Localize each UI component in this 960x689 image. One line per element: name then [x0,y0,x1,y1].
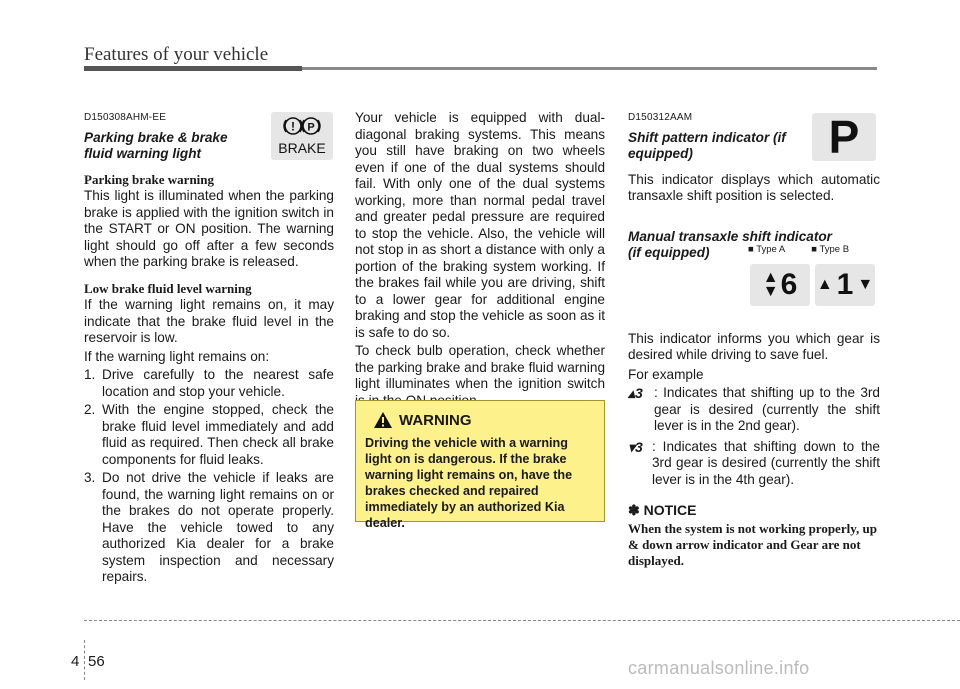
warning-box [355,400,605,530]
type-b-label: ■ Type B [811,244,850,255]
footer-rule [84,620,960,622]
up-arrow-icon: ▲ [816,276,833,293]
gear-down-icon: ▾3 [628,438,643,455]
watermark-text: carmanualsonline.info [628,658,810,678]
park-indicator-label: P [828,111,860,163]
section-heading: Manual transaxle shift indicator (if equipped) [628,228,832,260]
list-item [84,367,334,400]
example-up [628,385,880,435]
example-gear: 3 [635,385,643,401]
warning-title [373,411,595,429]
left-column [84,110,334,586]
paragraph: If the warning light remains on: [84,348,270,364]
gear-a-value: 6 [780,268,798,301]
list-text: With the engine stopped, check the brake fluid level immediately and add fluid as required. Then check all brake components for fluid leaks. [102,402,334,467]
down-arrow-icon: ▼ [857,276,874,293]
gear-indicator-type-b [815,264,875,306]
svg-text:!: ! [291,119,295,134]
section-code: D150308AHM-EE [84,112,167,123]
list-item [84,402,334,468]
page-header-title: Features of your vehicle [84,44,269,65]
right-column [628,110,880,569]
example-text: : Indicates that shifting down to the 3rd gear is desired (currently the shift lever is in the 4th gear). [652,438,880,487]
list-number: 1. [84,367,96,382]
subheading-low-fluid: Low brake fluid level warning [84,280,252,296]
example-gear: 3 [635,438,643,455]
list-text: Drive carefully to the nearest safe location and stop your vehicle. [102,367,334,399]
header-rule-accent [84,66,302,71]
type-a-label: ■ Type A [748,244,786,255]
brake-icon-label: BRAKE [278,140,326,156]
page-number: 56 [88,653,105,670]
notice-title: ✽ NOTICE [628,502,697,518]
list-number: 3. [84,470,96,485]
example-down [628,439,880,489]
paragraph: If the warning light remains on, it may indicate that the brake fluid level in the reservoir is low. [84,297,334,345]
chapter-number: 4 [71,653,80,670]
paragraph: This light is illuminated when the parking brake is applied with the ignition switch in the START or ON position. The warning light should go off after a few seconds when the parking brake is released. [84,188,334,269]
notice-text: When the system is not working properly, up & down arrow indicator and Gear are not displayed. [628,520,877,568]
gear-up-icon: ▴3 [628,385,643,401]
section-heading: Parking brake & brake fluid warning light [84,129,228,161]
paragraph: Your vehicle is equipped with dual-diagonal braking systems. This means you still have braking on two wheels even if one of the dual systems should fail. With only one of the dual systems working, more than normal pedal travel and greater pedal pressure are required to stop the vehicle. Also, the vehicle will not stop in as short a distance with only a portion of the braking system working. If the brakes fail while you are driving, shift to a lower gear for additional engine braking and stop the vehicle as soon as it is safe to do so. [355,110,605,340]
brake-warning-icon [271,112,333,160]
paragraph: This indicator displays which automatic transaxle shift position is selected. [628,171,880,203]
paragraph: This indicator informs you which gear is desired while driving to save fuel. [628,330,880,362]
middle-column [355,110,605,409]
gear-type-labels [748,244,849,255]
example-text: : Indicates that shifting up to the 3rd gear is desired (currently the shift lever is in the 2nd gear). [654,385,880,433]
section-code: D150312AAM [628,112,693,123]
list-number: 2. [84,402,96,417]
subheading-parking-brake: Parking brake warning [84,171,215,187]
list-item [84,470,334,586]
gear-b-value: 1 [836,268,854,301]
paragraph: For example [628,366,704,382]
section-heading: Shift pattern indicator (if equipped) [628,129,786,161]
warning-title-text: WARNING [399,411,472,429]
footer-divider [84,640,86,680]
warning-triangle-icon [373,411,393,429]
park-indicator-icon [812,113,876,161]
paragraph: To check bulb operation, check whether the parking brake and brake fluid warning light illuminates when the ignition switch [355,343,605,391]
warning-text: Driving the vehicle with a warning light on is dangerous. If the brake warning light remains on, have the brakes checked and repaired immediately by an authorized Kia dealer. [365,436,573,530]
list-text: Do not drive the vehicle if leaks are found, the warning light remains on or the brakes do not operate properly. Have the vehicle towed to any authorized Kia dealer for a brake system inspection and necessary repairs. [102,470,334,584]
svg-text:P: P [307,121,315,134]
gear-indicator-type-a [750,264,810,306]
up-down-arrow-icon: ▲ ▼ [762,269,779,300]
